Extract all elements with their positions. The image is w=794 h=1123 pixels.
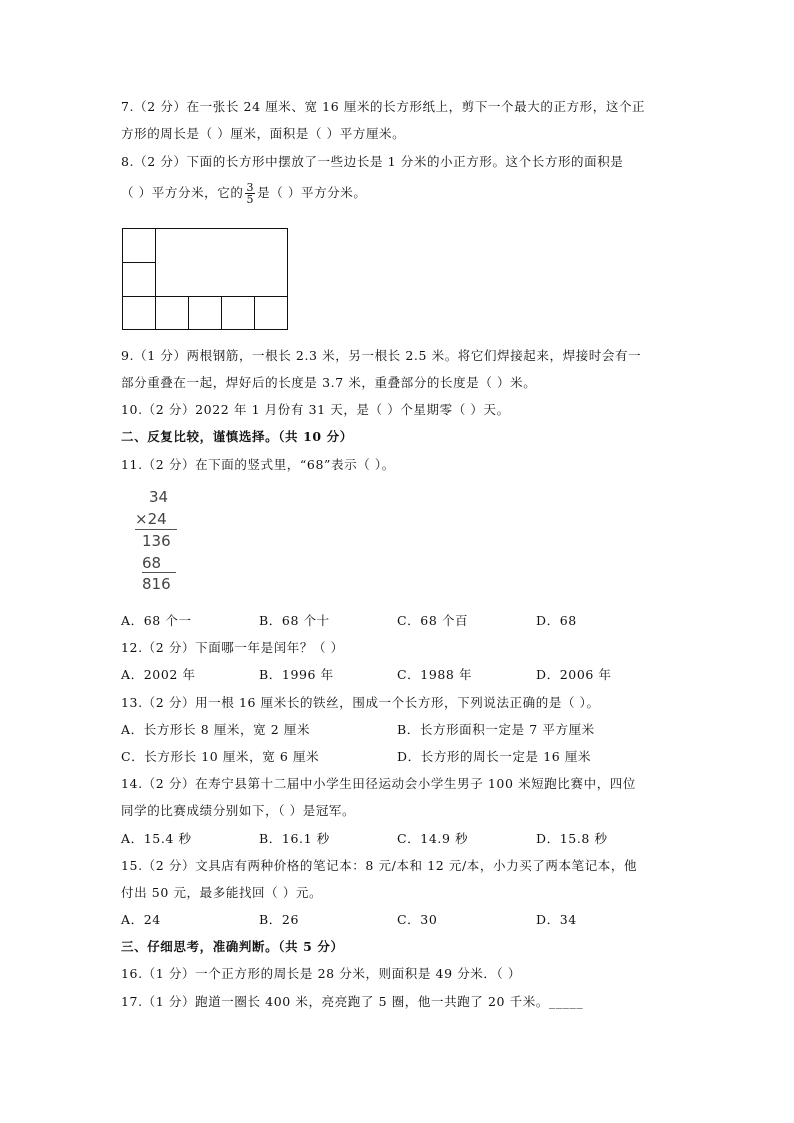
section-3-heading: 三、仔细思考，准确判断。（共 5 分）: [121, 939, 344, 954]
q8-line2: [121, 182, 366, 205]
q11-option-c: C．68 个百: [397, 613, 469, 628]
q12-option-b: B．1996 年: [259, 667, 334, 682]
q11-option-a: A．68 个一: [121, 613, 192, 628]
q11-option-d: D．68: [536, 613, 577, 628]
q13-option-b: B．长方形面积一定是 7 平方厘米: [397, 722, 595, 737]
q13-stem: 13.（2 分）用一根 16 厘米长的铁丝，围成一个长方形，下列说法正确的是（ ）。: [121, 695, 600, 710]
q14-option-b: B．16.1 秒: [259, 831, 330, 846]
q15-option-b: B．26: [259, 912, 299, 927]
q8-line1: 8.（2 分）下面的长方形中摆放了一些边长是 1 分米的小正方形。这个长方形的面积是: [121, 154, 624, 169]
q7-line2: 方形的周长是（ ）厘米，面积是（ ）平方厘米。: [121, 126, 406, 141]
q15-option-d: D．34: [536, 912, 577, 927]
q14-line2: 同学的比赛成绩分别如下，（ ）是冠军。: [121, 803, 356, 818]
q15-line1: 15.（2 分）文具店有两种价格的笔记本：8 元/本和 12 元/本，小力买了两本笔记本，他: [121, 858, 638, 873]
q14-option-c: C．14.9 秒: [397, 831, 469, 846]
q15-line2: 付出 50 元，最多能找回（ ）元。: [121, 885, 323, 900]
q12-option-a: A．2002 年: [121, 667, 196, 682]
unit-square: [122, 296, 156, 330]
q9-line2: 部分重叠在一起，焊好后的长度是 3.7 米，重叠部分的长度是（ ）米。: [121, 375, 537, 390]
q17: 17.（1 分）跑道一圈长 400 米，亮亮跑了 5 圈，他一共跑了 20 千米。_____: [121, 994, 584, 1009]
multiplicand: 34: [149, 488, 169, 506]
q14-option-a: A．15.4 秒: [121, 831, 192, 846]
unit-square: [188, 296, 222, 330]
unit-square: [254, 296, 288, 330]
fraction: [245, 182, 255, 205]
q14-option-d: D．15.8 秒: [536, 831, 608, 846]
q8-line2-a: （ ）平方分米，它的: [121, 185, 244, 200]
fraction-numerator: 3: [246, 181, 255, 194]
q13-option-c: C．长方形长 10 厘米，宽 6 厘米: [121, 749, 320, 764]
q12-option-d: D．2006 年: [536, 667, 612, 682]
q7-line1: 7.（2 分）在一张长 24 厘米、宽 16 厘米的长方形纸上，剪下一个最大的正方形，这个正: [121, 99, 646, 114]
partial-product-2: 68: [142, 554, 162, 572]
q15-option-a: A．24: [121, 912, 161, 927]
q14-line1: 14.（2 分）在寿宁县第十二届中小学生田径运动会小学生男子 100 米短跑比赛中，四位: [121, 776, 637, 791]
q11-option-b: B．68 个十: [259, 613, 330, 628]
partial-product-1: 136: [142, 532, 171, 550]
unit-square: [122, 262, 156, 297]
q13-option-a: A．长方形长 8 厘米，宽 2 厘米: [121, 722, 311, 737]
unit-square: [155, 296, 189, 330]
product: 816: [142, 575, 171, 593]
q12-stem: 12.（2 分）下面哪一年是闰年？（ ）: [121, 640, 344, 655]
q12-option-c: C．1988 年: [397, 667, 473, 682]
q15-option-c: C．30: [397, 912, 438, 927]
q10: 10.（2 分）2022 年 1 月份有 31 天，是（ ）个星期零（ ）天。: [121, 402, 510, 417]
rectangle-grid-figure: [122, 228, 288, 330]
q13-option-d: D．长方形的周长一定是 16 厘米: [397, 749, 592, 764]
fraction-denominator: 5: [246, 193, 255, 206]
multiplier: ×24: [135, 510, 167, 528]
sum-line: [142, 572, 176, 573]
unit-square: [122, 228, 156, 263]
q16: 16.（1 分）一个正方形的周长是 28 分米，则面积是 49 分米．（ ）: [121, 966, 522, 981]
product-line: [135, 529, 177, 530]
q11-stem: 11.（2 分）在下面的竖式里，“68”表示（ ）。: [121, 457, 395, 472]
unit-square: [221, 296, 255, 330]
q9-line1: 9.（1 分）两根钢筋，一根长 2.3 米，另一根长 2.5 米。将它们焊接起来，焊接时会有一: [121, 348, 642, 363]
section-2-heading: 二、反复比较，谨慎选择。（共 10 分）: [121, 429, 353, 444]
q8-line2-b: 是（ ）平方分米。: [257, 185, 367, 200]
